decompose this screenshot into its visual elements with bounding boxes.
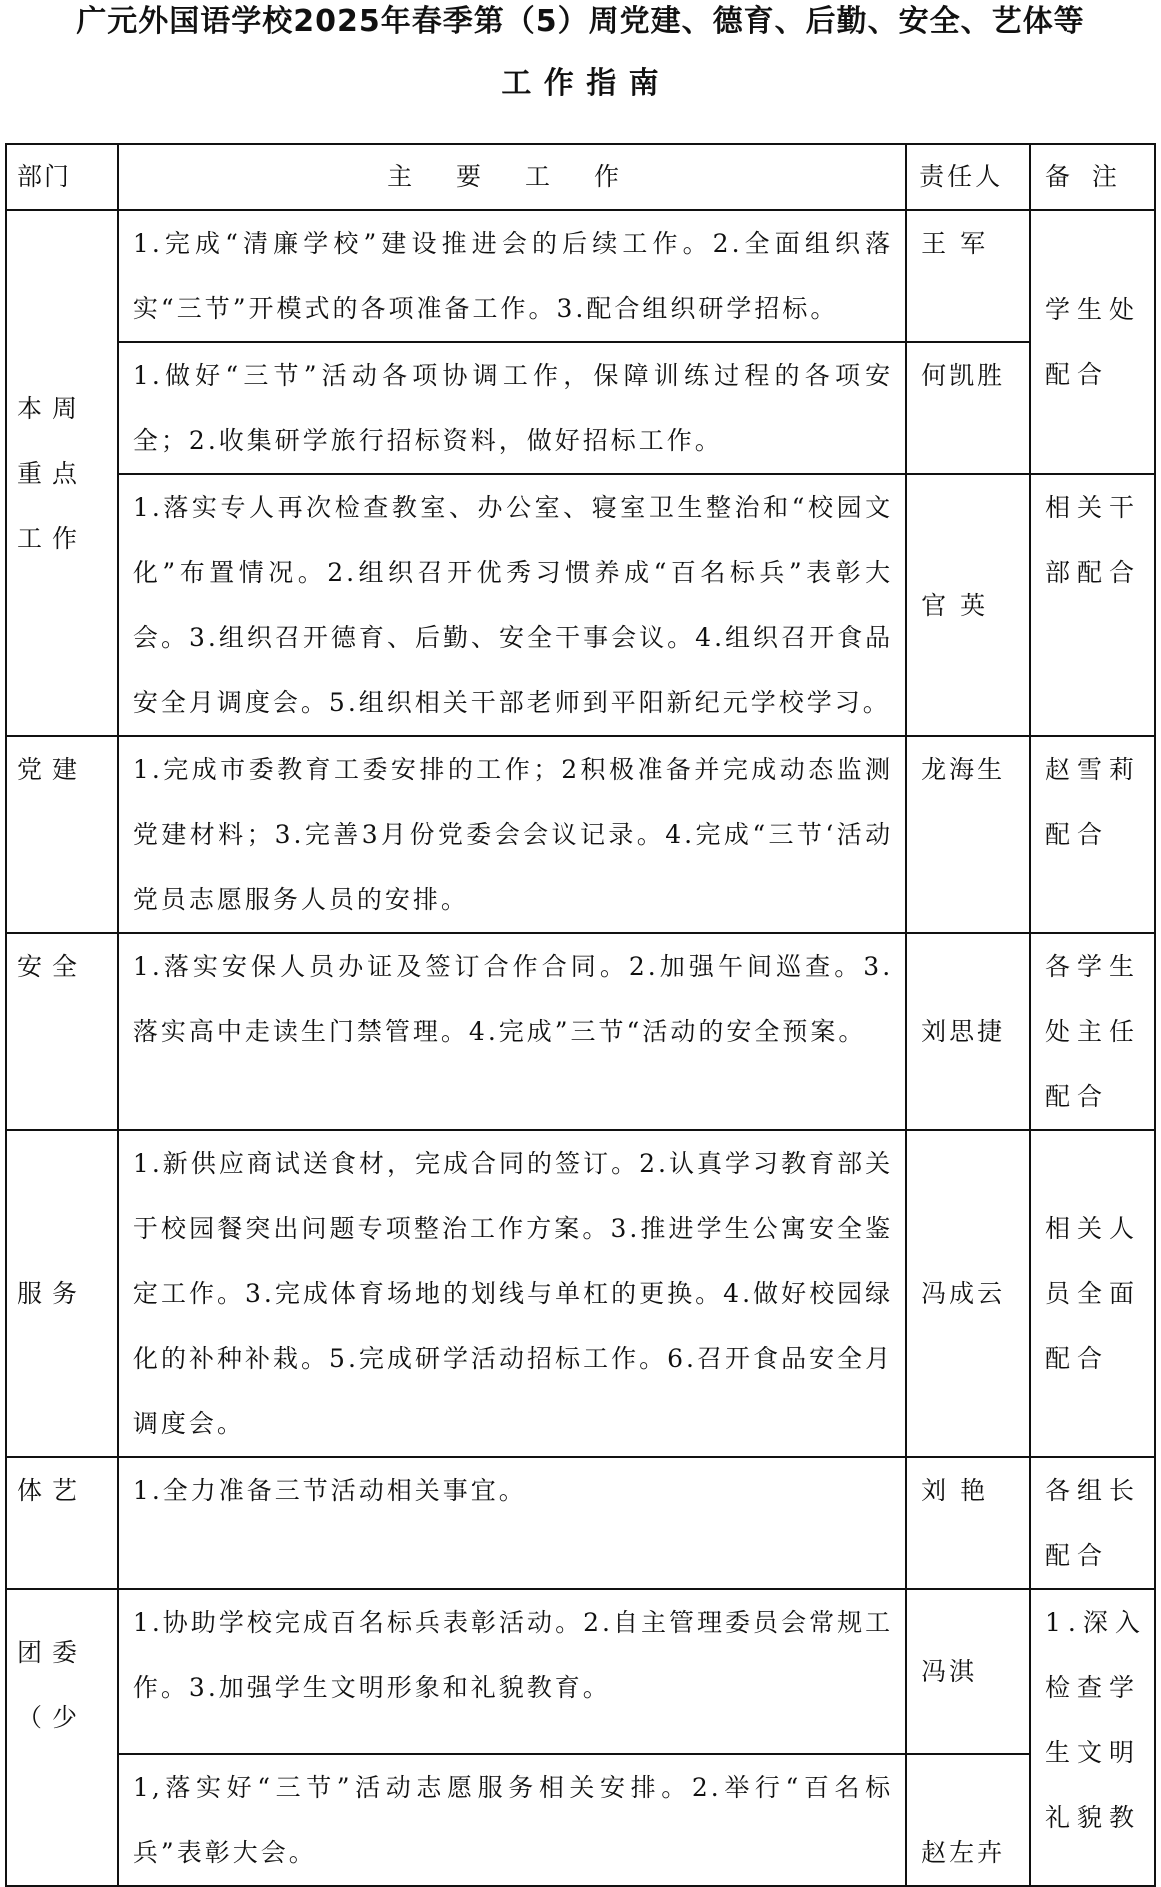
person-cell: 王 军 <box>906 210 1030 342</box>
person-cell: 刘 艳 <box>906 1457 1030 1589</box>
work-cell: 1.新供应商试送食材，完成合同的签订。2.认真学习教育部关于校园餐突出问题专项整治工作方案。3.推进学生公寓安全鉴定工作。3.完成体育场地的划线与单杠的更换。4.做好校园绿化的补种补栽。5.完成研学活动招标工作。6.召开食品安全月调度会。 <box>118 1130 906 1457</box>
header-work: 主 要 工 作 <box>118 144 906 210</box>
person-cell: 冯成云 <box>906 1130 1030 1457</box>
person-cell: 刘思捷 <box>906 933 1030 1130</box>
table-row <box>6 1130 1155 1457</box>
dept-cell-service: 服务 <box>6 1130 118 1457</box>
note-cell: 相关干部配合 <box>1030 474 1155 736</box>
dept-cell-arts: 体艺 <box>6 1457 118 1589</box>
header-row <box>6 144 1155 210</box>
person-cell: 官 英 <box>906 474 1030 736</box>
work-cell: 1.协助学校完成百名标兵表彰活动。2.自主管理委员会常规工作。3.加强学生文明形象和礼貌教育。 <box>118 1589 906 1754</box>
table-row <box>6 736 1155 933</box>
table-row <box>6 1589 1155 1754</box>
note-cell: 各组长配合 <box>1030 1457 1155 1589</box>
note-cell: 学生处配合 <box>1030 210 1155 474</box>
person-cell: 龙海生 <box>906 736 1030 933</box>
work-cell: 1.完成“清廉学校”建设推进会的后续工作。2.全面组织落实“三节”开模式的各项准备工作。3.配合组织研学招标。 <box>118 210 906 342</box>
note-cell: 赵雪莉配合 <box>1030 736 1155 933</box>
dept-cell-safety: 安全 <box>6 933 118 1130</box>
work-cell: 1.做好“三节”活动各项协调工作，保障训练过程的各项安全；2.收集研学旅行招标资料，做好招标工作。 <box>118 342 906 474</box>
dept-cell-focus: 本周重点工作 <box>6 210 118 736</box>
work-cell: 1.落实安保人员办证及签订合作合同。2.加强午间巡查。3.落实高中走读生门禁管理。4.完成”三节“活动的安全预案。 <box>118 933 906 1130</box>
dept-cell-party: 党建 <box>6 736 118 933</box>
table-row <box>6 474 1155 736</box>
person-cell: 何凯胜 <box>906 342 1030 474</box>
work-cell: 1.落实专人再次检查教室、办公室、寝室卫生整治和“校园文化”布置情况。2.组织召开优秀习惯养成“百名标兵”表彰大会。3.组织召开德育、后勤、安全干事会议。4.组织召开食品安全月调度会。5.组织相关干部老师到平阳新纪元学校学习。 <box>118 474 906 736</box>
dept-cell-league: 团委（少 <box>6 1589 118 1886</box>
person-cell: 冯淇 <box>906 1589 1030 1754</box>
note-cell: 相关人员全面配合 <box>1030 1130 1155 1457</box>
work-cell: 1.完成市委教育工委安排的工作；2积极准备并完成动态监测党建材料；3.完善3月份党委会会议记录。4.完成“三节‘活动党员志愿服务人员的安排。 <box>118 736 906 933</box>
header-dept: 部门 <box>6 144 118 210</box>
table-row <box>6 1457 1155 1589</box>
work-cell: 1,落实好“三节”活动志愿服务相关安排。2.举行“百名标兵”表彰大会。 <box>118 1754 906 1886</box>
document-title: 广元外国语学校2025年春季第（5）周党建、德育、后勤、安全、艺体等 <box>76 4 1085 39</box>
header-person: 责任人 <box>906 144 1030 210</box>
work-guide-table <box>5 143 1156 1887</box>
table-row <box>6 933 1155 1130</box>
document-subtitle: 工 作 指 南 <box>501 66 660 101</box>
note-cell: 各学生处主任配合 <box>1030 933 1155 1130</box>
person-cell: 赵左卉 <box>906 1754 1030 1886</box>
note-cell: 1.深入检查学生文明礼貌教 <box>1030 1589 1155 1886</box>
table-row <box>6 210 1155 342</box>
work-cell: 1.全力准备三节活动相关事宜。 <box>118 1457 906 1589</box>
header-note: 备 注 <box>1030 144 1155 210</box>
table-row <box>6 1754 1155 1886</box>
table-row <box>6 342 1155 474</box>
